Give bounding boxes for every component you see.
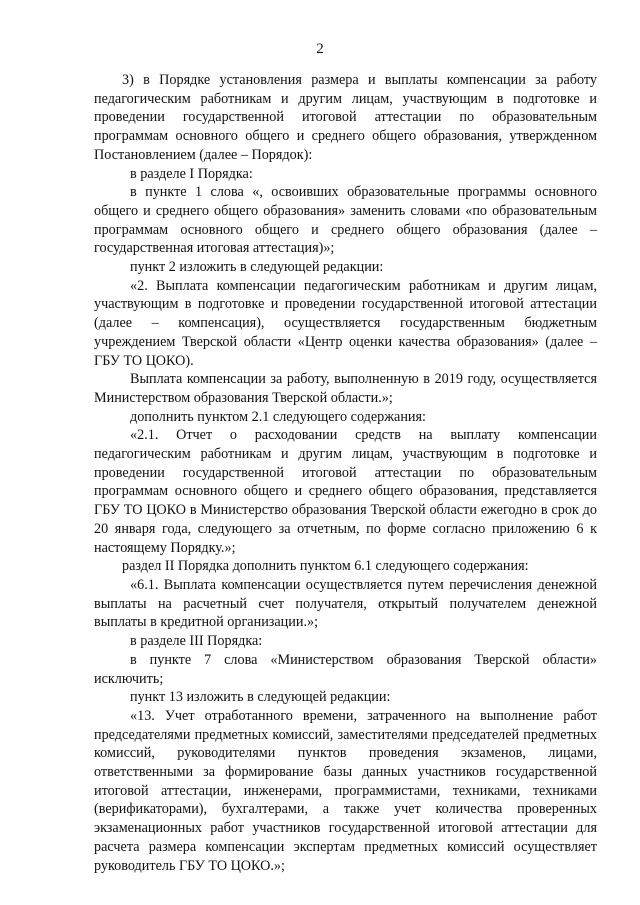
paragraph-section-2-addition: раздел II Порядка дополнить пунктом 6.1 следующего содержания: [122, 558, 529, 575]
paragraph-point-2-1-text: «2.1. Отчет о расходовании средств на выплату компенсации педагогическим работникам и другим лицам, участвующим в подготовке и проведении государственной итоговой аттестации по образовательным программам основного общего и среднего общего образования, представляется ГБУ ТО ЦОКО в Министерство образования Тверской области ежегодно в срок до 20 января года, следующего за отчетным, по форме согласно приложению 6 к настоящему Порядку.»; [94, 427, 597, 556]
paragraph-item-3: 3) в Порядке установления размера и выплаты компенсации за работу педагогическим работникам и другим лицам, участвующим в подготовке и проведении государственной итоговой аттестации по образовательным программам основного общего и среднего общего образования, утвержденном Постановлением (далее – Порядок): [94, 72, 597, 163]
paragraph-point-1-change: в пункте 1 слова «, освоивших образовательные программы основного общего и среднего общего образования» заменить словами «по образовательным программам основного общего и среднего общего образования (далее – государственная итоговая аттестация)»; [94, 184, 597, 257]
paragraph-section-1-heading: в разделе I Порядка: [130, 165, 253, 182]
paragraph-point-2-text: «2. Выплата компенсации педагогическим работникам и другим лицам, участвующим в подготовке и проведении государственной итоговой аттестации (далее – компенсация), осуществляется государственным бюджетным учреждением Тверской области «Центр оценки качества образования» (далее – ГБУ ТО ЦОКО). [94, 277, 597, 369]
paragraph-2019-payment: Выплата компенсации за работу, выполненную в 2019 году, осуществляется Министерством образования Тверской области.»; [94, 371, 597, 406]
paragraph-point-2-heading: пункт 2 изложить в следующей редакции: [130, 259, 384, 276]
paragraph-section-3-heading: в разделе III Порядка: [130, 633, 263, 650]
paragraph-point-2-1-heading: дополнить пунктом 2.1 следующего содержания: [130, 408, 426, 425]
page-number: 2 [316, 41, 324, 57]
paragraph-point-13-text: «13. Учет отработанного времени, затраченного на выполнение работ председателями предметных комиссий, заместителями председателей предметных комиссий, руководителями пунктов проведения экзаменов, лицами, ответственными за формирование базы данных участников государственной итоговой аттестации, инженерами, программистами, техниками, техниками (верификаторами), бухгалтерами, а также учет количества проверенных экзаменационных работ участников государственной итоговой аттестации для расчета размера компенсации экспертам предметных комиссий осуществляет руководитель ГБУ ТО ЦОКО.»; [94, 707, 597, 874]
document-body [94, 71, 597, 875]
paragraph-point-13-heading: пункт 13 изложить в следующей редакции: [130, 689, 391, 706]
paragraph-point-6-1-text: «6.1. Выплата компенсации осуществляется путем перечисления денежной выплаты на расчетный счет получателя, открытый получателем денежной выплаты в кредитной организации.»; [94, 576, 597, 631]
paragraph-point-7-change: в пункте 7 слова «Министерством образования Тверской области» исключить; [94, 651, 597, 687]
